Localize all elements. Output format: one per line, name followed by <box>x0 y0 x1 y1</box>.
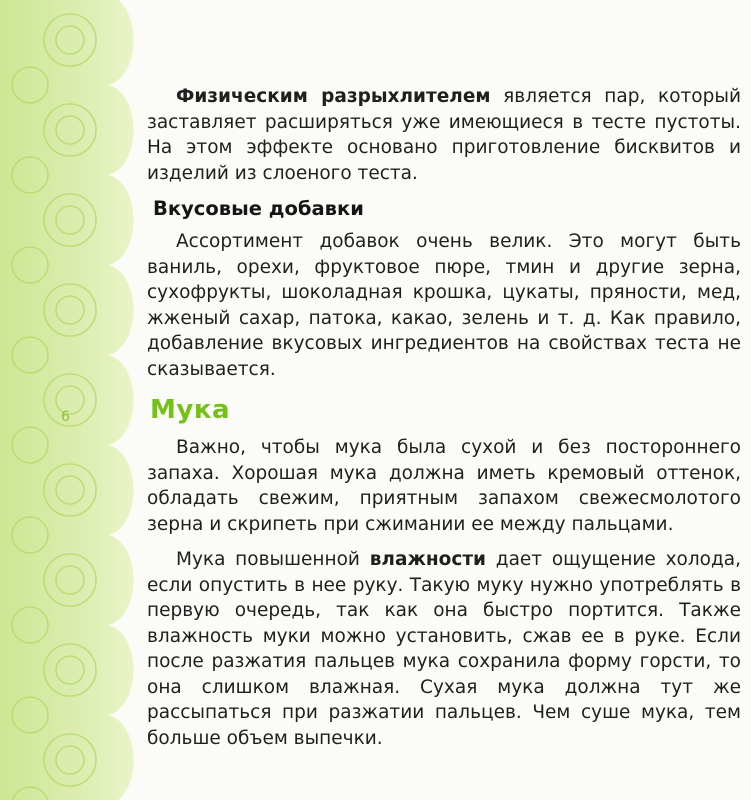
heading-flour: Мука <box>150 395 231 425</box>
paragraph-flour-moisture-pre: Мука повышенной <box>176 549 370 570</box>
term-moisture: влажности <box>369 549 487 570</box>
paragraph-flour-moisture-post: дает ощущение холода, если опустить в нее руку. Такую муку нужно употреблять в первую очередь, так как она быстро портится. Также влажность муки можно установить, сжав ее в руке. Если после разжатия пальцев мука сохранила форму горсти, то она слишком влажная. Сухая мука должна тут же рассыпаться при разжатии пальцев. Чем суше мука, тем больше объем выпечки. <box>147 549 741 749</box>
page-number: 6 <box>61 409 70 425</box>
term-physical-leavener: Физическим разрыхлителем <box>176 86 491 107</box>
paragraph-flour-quality: Важно, чтобы мука была сухой и без постороннего запаха. Хорошая мука должна иметь кремовый оттенок, обладать свежим, приятным запахом свежесмолотого зерна и скрипеть при сжимании ее между пальцами. <box>147 437 741 535</box>
decorative-side-border <box>0 0 140 800</box>
paragraph-leavening <box>147 84 741 186</box>
paragraph-flour-moisture <box>147 547 741 751</box>
text-content <box>147 84 741 751</box>
paragraph-additives: Ассортимент добавок очень велик. Это могут быть ваниль, орехи, фруктовое пюре, тмин и другие зерна, сухофрукты, шоколадная крошка, цукаты, пряности, мед, жженый сахар, патока, какао, зелень и т. д. Как правило, добавление вкусовых ингредиентов на свойствах теста не сказывается. <box>147 231 741 380</box>
heading-flavor-additives: Вкусовые добавки <box>153 197 364 220</box>
paragraph-leavening-text: является пар, который заставляет расширяться уже имеющиеся в тесте пустоты. На этом эффекте основано приготовление бисквитов и изделий из слоеного теста. <box>147 86 741 184</box>
